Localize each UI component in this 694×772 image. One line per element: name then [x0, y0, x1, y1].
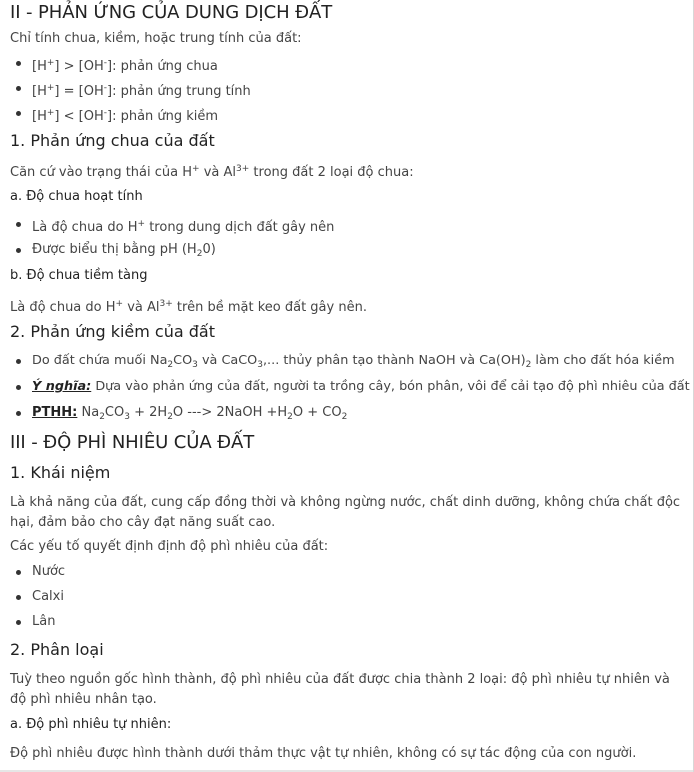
sub-1-title: 1. Phản ứng chua của đất [10, 131, 215, 150]
list-item: [H+] < [OH-]: phản ứng kiềm [32, 104, 251, 129]
list-item: Nước [32, 563, 65, 588]
sub-1a-list [10, 215, 334, 267]
bullet-icon [16, 248, 21, 253]
ph-list [10, 54, 251, 129]
sub-1b-text: Là độ chua do H+ và $Al^{3+}$ trên bề mặt keo đất gây nên. [10, 299, 367, 315]
list-item: [H+] = [OH-]: phản ứng trung tính [32, 79, 251, 104]
sub-1-intro: Căn cứ vào trạng thái của H+ và $Al^{3+}$ trong đất 2 loại độ chua: [10, 164, 414, 180]
sub-1b-title: b. Độ chua tiềm tàng [10, 268, 148, 283]
s3-sub-1-title: 1. Khái niệm [10, 463, 111, 482]
list-item: Do đất chứa muối $Na_2CO_3$ và CaCO$_3$,... thủy phân tạo thành NaOH và $Ca(OH)_2$ làm cho đất hóa kiềm [32, 352, 690, 378]
bullet-icon [16, 111, 21, 116]
s3-sub-1-text: Là khả năng của đất, cung cấp đồng thời và không ngừng nước, chất dinh dưỡng, không chứa chất độc hại, đảm bảo cho cây đạt năng suất cao. [10, 495, 681, 530]
section-3-title: III - ĐỘ PHÌ NHIÊU CỦA ĐẤT [10, 432, 255, 453]
bullet-icon [16, 411, 21, 416]
bullet-icon [16, 595, 21, 600]
bullet-icon [16, 86, 21, 91]
list-item: Calxi [32, 588, 65, 613]
s3-sub-1-intro: Các yếu tố quyết định định độ phì nhiêu của đất: [10, 539, 329, 554]
list-item: PTHH: $Na_2CO_3 + 2H_2O$ ---> 2NaOH $+H_2O + CO_2$ [32, 404, 690, 430]
bullet-icon [16, 61, 21, 66]
factor-list [10, 563, 65, 638]
bullet-icon [16, 359, 21, 364]
sub-2-list [10, 352, 690, 430]
meaning-label: Ý nghĩa: [32, 379, 92, 394]
list-item: [H+] > [OH-]: phản ứng chua [32, 54, 251, 79]
section-2-title: II - PHẢN ỨNG CỦA DUNG DỊCH ĐẤT [10, 2, 333, 23]
list-item: Là độ chua do H+ trong dung dịch đất gây nên [32, 215, 334, 241]
s3-sub-2-title: 2. Phân loại [10, 640, 104, 659]
list-item: Lân [32, 613, 65, 638]
s3-sub-2-text: Tuỳ theo nguồn gốc hình thành, độ phì nhiêu của đất được chia thành 2 loại: độ phì nhiêu tự nhiên và độ phì nhiêu nhân tạo. [10, 672, 670, 707]
section-2-intro: Chỉ tính chua, kiềm, hoặc trung tính của đất: [10, 31, 302, 46]
bullet-icon [16, 222, 21, 227]
list-item: Ý nghĩa: Dựa vào phản ứng của đất, người ta trồng cây, bón phân, vôi để cải tạo độ phì nhiêu của đất [32, 378, 690, 404]
bullet-icon [16, 620, 21, 625]
bullet-icon [16, 570, 21, 575]
s3-sub-2a-text: Độ phì nhiêu được hình thành dưới thảm thực vật tự nhiên, không có sự tác động của con người. [10, 746, 637, 761]
list-item: Được biểu thị bằng pH $(H_20)$ [32, 241, 334, 267]
sub-2-title: 2. Phản ứng kiềm của đất [10, 322, 215, 341]
bullet-icon [16, 385, 21, 390]
equation-label: PTHH: [32, 405, 78, 420]
s3-sub-2a-title: a. Độ phì nhiêu tự nhiên: [10, 717, 172, 732]
sub-1a-title: a. Độ chua hoạt tính [10, 189, 143, 204]
